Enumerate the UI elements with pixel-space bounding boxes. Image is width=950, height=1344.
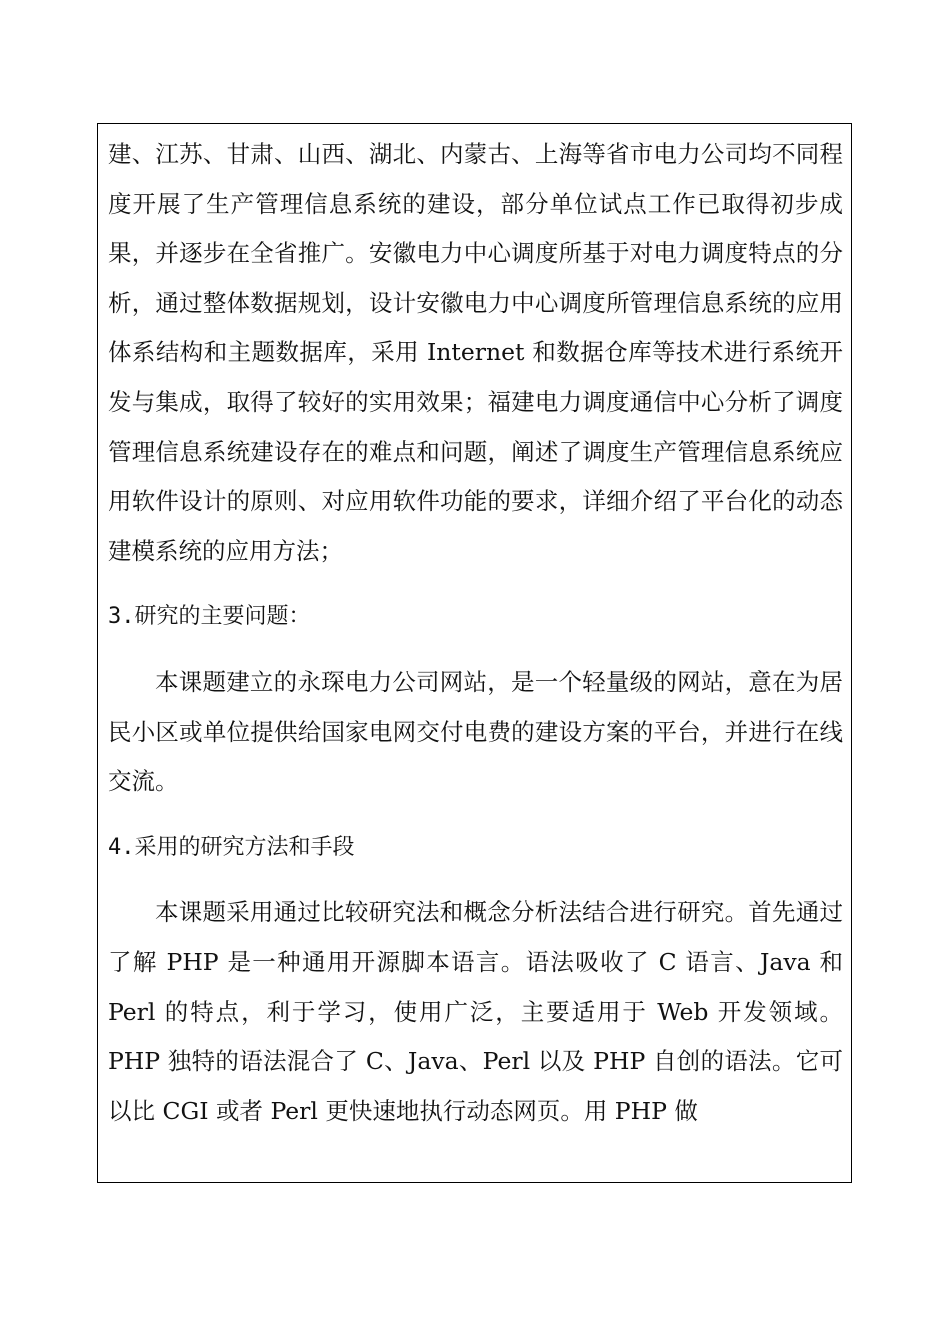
spacer	[108, 872, 843, 888]
spacer	[108, 642, 843, 658]
table-cell-frame	[97, 123, 852, 1183]
spacer	[108, 807, 843, 823]
spacer	[108, 576, 843, 592]
paragraph-background: 建、江苏、甘肃、山西、湖北、内蒙古、上海等省市电力公司均不同程度开展了生产管理信息系统的建设，部分单位试点工作已取得初步成果，并逐步在全省推广。安徽电力中心调度所基于对电力调度特点的分析，通过整体数据规划，设计安徽电力中心调度所管理信息系统的应用体系结构和主题数据库，采用 Internet 和数据仓库等技术进行系统开发与集成，取得了较好的实用效果；福建电力调度通信中心分析了调度管理信息系统建设存在的难点和问题，阐述了调度生产管理信息系统应用软件设计的原则、对应用软件功能的要求，详细介绍了平台化的动态建模系统的应用方法；	[108, 140, 843, 565]
paragraph-main-questions: 本课题建立的永琛电力公司网站，是一个轻量级的网站，意在为居民小区或单位提供给国家电网交付电费的建设方案的平台，并进行在线交流。	[108, 667, 843, 796]
document-body	[108, 124, 843, 1136]
paragraph-methods: 本课题采用通过比较研究法和概念分析法结合进行研究。首先通过了解 PHP 是一种通用开源脚本语言。语法吸收了 C 语言、Java 和 Perl 的特点，利于学习，使用广泛，主要适用于 Web 开发领域。PHP 独特的语法混合了 C、Java、Perl 以及 PHP 自创的语法。它可以比 CGI 或者 Perl 更快速地执行动态网页。用 PHP 做	[108, 898, 843, 1125]
section-heading-main-questions: 3.研究的主要问题：	[108, 604, 311, 630]
section-heading-methods: 4.采用的研究方法和手段	[108, 834, 355, 860]
